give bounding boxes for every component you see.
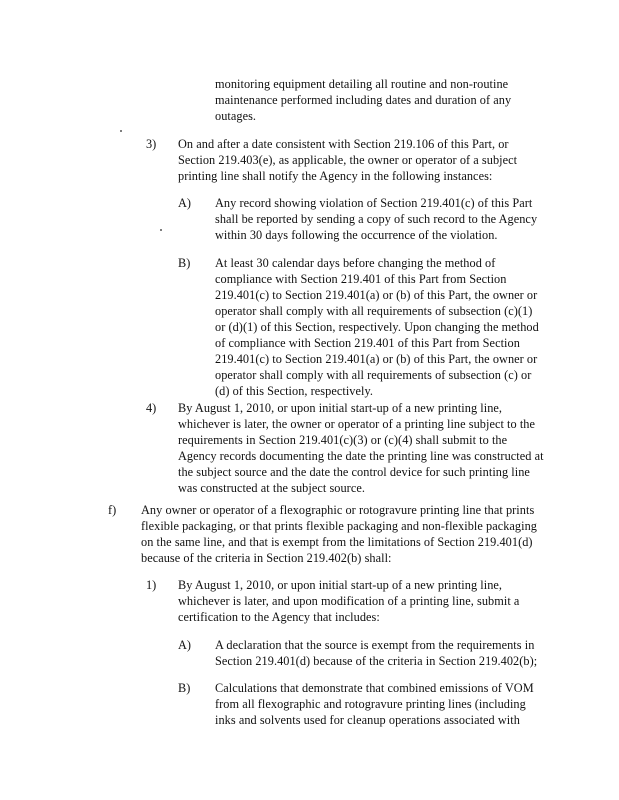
item-f1-line: By August 1, 2010, or upon initial start-up of a new printing line, <box>178 578 503 592</box>
scan-speck <box>160 229 162 231</box>
intro-line: monitoring equipment detailing all routine and non-routine <box>215 77 509 91</box>
item-f1b-line: Calculations that demonstrate that combined emissions of VOM <box>215 681 534 695</box>
item-4-line: requirements in Section 219.401(c)(3) or (c)(4) shall submit to the <box>178 433 508 447</box>
item-f-line: Any owner or operator of a flexographic or rotogravure printing line that prints <box>141 503 535 517</box>
item-3a-marker: A) <box>178 196 191 210</box>
item-4-line: was constructed at the subject source. <box>178 481 365 495</box>
item-3-marker: 3) <box>146 137 157 151</box>
item-f-marker: f) <box>108 503 117 517</box>
item-f-line: flexible packaging, or that prints flexible packaging and non-flexible packaging <box>141 519 537 533</box>
item-4-line: whichever is later, the owner or operator of a printing line subject to the <box>178 417 536 431</box>
item-f1-line: certification to the Agency that includes: <box>178 610 380 624</box>
item-f1-line: whichever is later, and upon modification of a printing line, submit a <box>178 594 520 608</box>
item-3b-line: of compliance with Section 219.401 of this Part from Section <box>215 336 520 350</box>
item-3b-line: At least 30 calendar days before changing the method of <box>215 256 496 270</box>
item-4-line: By August 1, 2010, or upon initial start-up of a new printing line, <box>178 401 503 415</box>
item-f1a-marker: A) <box>178 638 191 652</box>
item-3a-line: shall be reported by sending a copy of such record to the Agency <box>215 212 538 226</box>
item-f1-marker: 1) <box>146 578 157 592</box>
item-3b-line: 219.401(c) to Section 219.401(a) or (b) of this Part, the owner or <box>215 352 538 366</box>
item-f1b-line: from all flexographic and rotogravure printing lines (including <box>215 697 526 711</box>
item-4-line: Agency records documenting the date the printing line was constructed at <box>178 449 544 463</box>
intro-line: outages. <box>215 109 257 123</box>
item-3a-line: within 30 days following the occurrence of the violation. <box>215 228 498 242</box>
item-3a-line: Any record showing violation of Section 219.401(c) of this Part <box>215 196 533 210</box>
item-3-line: Section 219.403(e), as applicable, the owner or operator of a subject <box>178 153 518 167</box>
item-3b-line: or (d)(1) of this Section, respectively. Upon changing the method <box>215 320 539 334</box>
intro-line: maintenance performed including dates and duration of any <box>215 93 512 107</box>
item-3b-line: compliance with Section 219.401 of this Part from Section <box>215 272 507 286</box>
item-3b-marker: B) <box>178 256 191 270</box>
item-f1b-marker: B) <box>178 681 191 695</box>
item-3-line: On and after a date consistent with Section 219.106 of this Part, or <box>178 137 509 151</box>
item-f1a-line: Section 219.401(d) because of the criteria in Section 219.402(b); <box>215 654 538 668</box>
item-3b-line: 219.401(c) to Section 219.401(a) or (b) of this Part, the owner or <box>215 288 538 302</box>
item-f-line: because of the criteria in Section 219.402(b) shall: <box>141 551 392 565</box>
item-3b-line: (d) of this Section, respectively. <box>215 384 373 398</box>
scan-speck <box>120 130 122 132</box>
item-f-line: on the same line, and that is exempt from the limitations of Section 219.401(d) <box>141 535 533 549</box>
item-3-line: printing line shall notify the Agency in the following instances: <box>178 169 493 183</box>
item-3b-line: operator shall comply with all requirements of subsection (c) or <box>215 368 532 382</box>
item-f1b-line: inks and solvents used for cleanup operations associated with <box>215 713 520 727</box>
item-4-line: the subject source and the date the control device for such printing line <box>178 465 530 479</box>
item-4-marker: 4) <box>146 401 157 415</box>
item-f1a-line: A declaration that the source is exempt from the requirements in <box>215 638 535 652</box>
item-3b-line: operator shall comply with all requirements of subsection (c)(1) <box>215 304 533 318</box>
